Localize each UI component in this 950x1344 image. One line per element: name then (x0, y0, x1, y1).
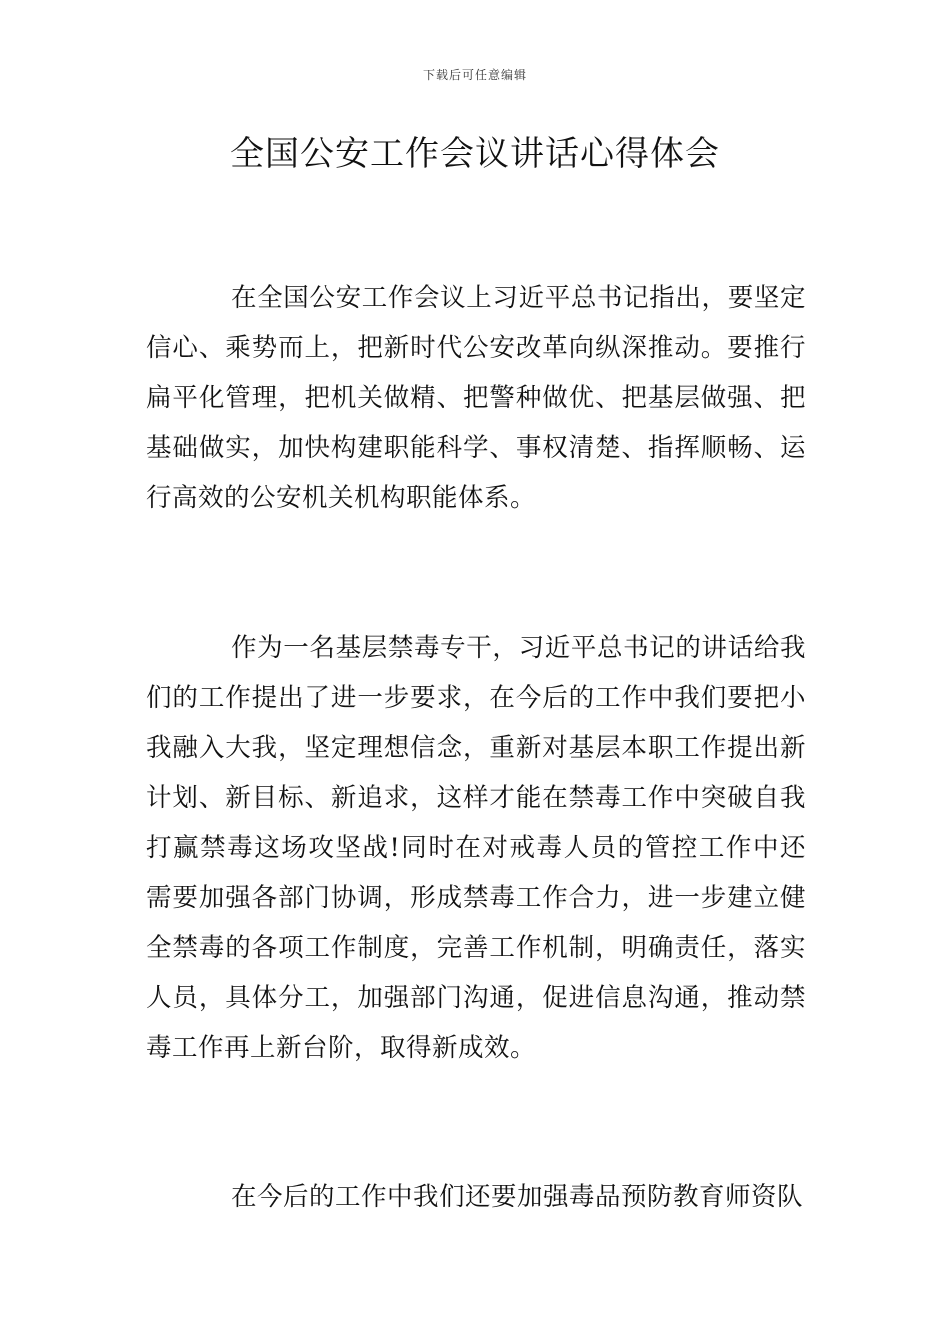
paragraph-2: 作为一名基层禁毒专干，习近平总书记的讲话给我们的工作提出了进一步要求，在今后的工作中我们要把小我融入大我，坚定理想信念，重新对基层本职工作提出新计划、新目标、新追求，这样才能在禁毒工作中突破自我打赢禁毒这场攻坚战!同时在对戒毒人员的管控工作中还需要加强各部门协调，形成禁毒工作合力，进一步建立健全禁毒的各项工作制度，完善工作机制，明确责任，落实人员，具体分工，加强部门沟通，促进信息沟通，推动禁毒工作再上新台阶，取得新成效。 (146, 633, 806, 1063)
paragraph-1: 在全国公安工作会议上习近平总书记指出，要坚定信心、乘势而上，把新时代公安改革向纵深推动。要推行扁平化管理，把机关做精、把警种做优、把基层做强、把基础做实，加快构建职能科学、事权清楚、指挥顺畅、运行高效的公安机关机构职能体系。 (146, 283, 806, 513)
header-note: 下载后可任意编辑 (422, 68, 527, 82)
document-title: 全国公安工作会议讲话心得体会 (230, 134, 720, 174)
paragraph-3: 在今后的工作中我们还要加强毒品预防教育师资队 (231, 1182, 804, 1212)
